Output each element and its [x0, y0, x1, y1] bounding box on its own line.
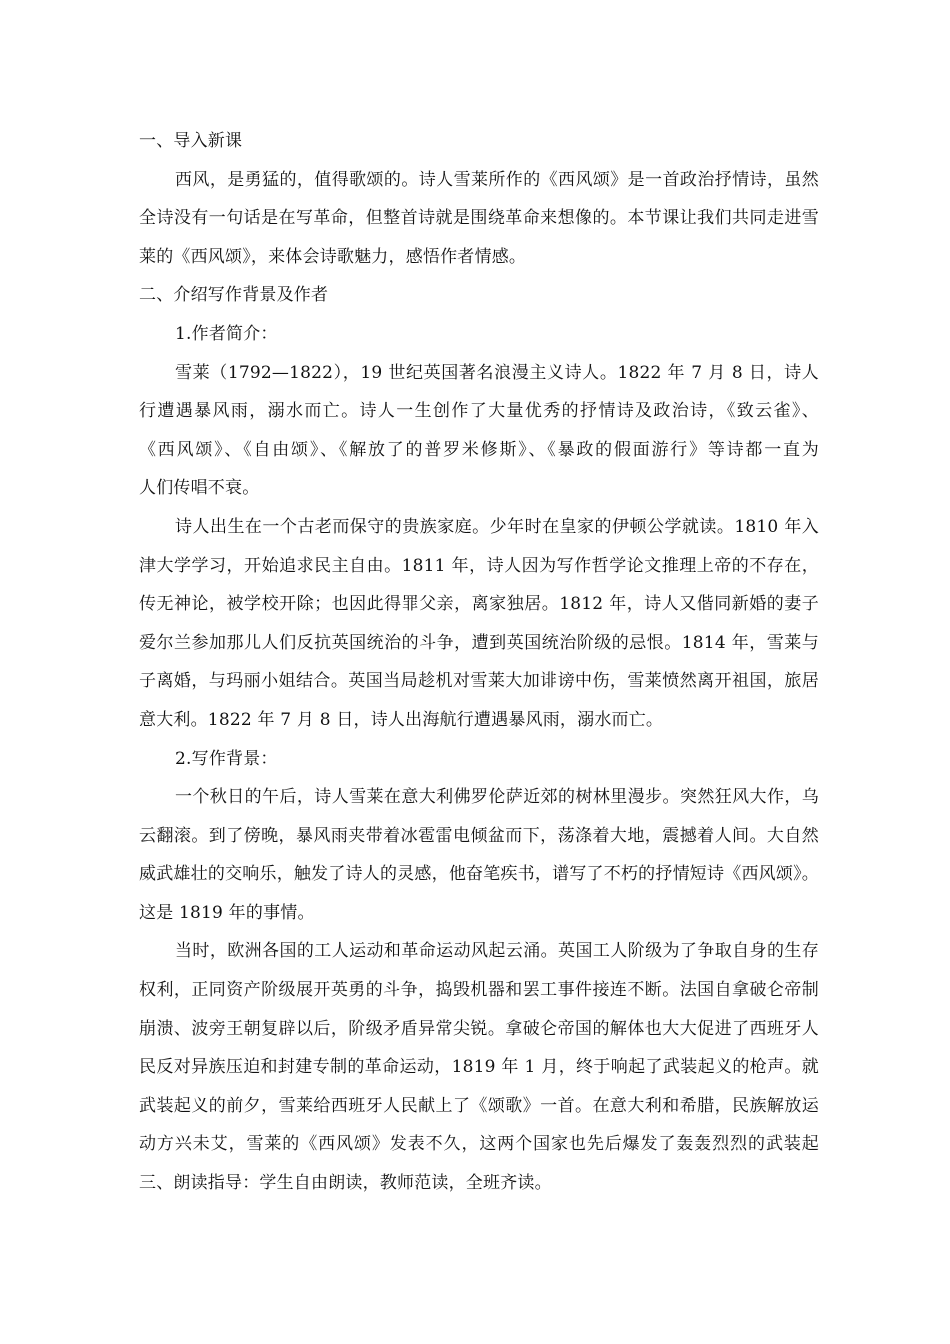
text-line: 传无神论，被学校开除；也因此得罪父亲，离家独居。1812 年，诗人又偕同新婚的妻子 [139, 594, 819, 615]
section-heading-reading: 三、朗读指导：学生自由朗读，教师范读，全班齐读。 [139, 1173, 552, 1194]
intro-paragraph [139, 161, 819, 277]
text-line: 莱的《西风颂》，来体会诗歌魅力，感悟作者情感。 [139, 246, 527, 267]
text-line: 云翻滚。到了傍晚，暴风雨夹带着冰雹雷电倾盆而下，荡涤着大地，震撼着人间。大自然 [139, 825, 819, 846]
document-page [139, 122, 819, 1203]
subheading-writing-background: 2.写作背景： [175, 748, 278, 769]
text-line: 动方兴未艾，雪莱的《西风颂》发表不久，这两个国家也先后爆发了轰轰烈烈的武装起 [139, 1134, 819, 1155]
text-line: 民反对异族压迫和封建专制的革命运动，1819 年 1 月，终于响起了武装起义的枪声。就 [139, 1057, 819, 1078]
text-line: 崩溃、波旁王朝复辟以后，阶级矛盾异常尖锐。拿破仑帝国的解体也大大促进了西班牙人 [139, 1018, 819, 1039]
text-line: 意大利。1822 年 7 月 8 日，诗人出海航行遭遇暴风雨，溺水而亡。 [139, 709, 664, 730]
text-line: 津大学学习，开始追求民主自由。1811 年，诗人因为写作哲学论文推理上帝的不存在， [139, 555, 819, 576]
text-line: 子离婚，与玛丽小姐结合。英国当局趁机对雪莱大加诽谤中伤，雪莱愤然离开祖国，旅居 [139, 671, 819, 692]
text-line: 诗人出生在一个古老而保守的贵族家庭。少年时在皇家的伊顿公学就读。1810 年入 [175, 516, 819, 537]
text-line: 爱尔兰参加那儿人们反抗英国统治的斗争，遭到英国统治阶级的忌恨。1814 年，雪莱与 [139, 632, 819, 653]
author-paragraph-1 [139, 354, 819, 508]
text-line: 这是 1819 年的事情。 [139, 902, 315, 923]
text-line: 权利，正同资产阶级展开英勇的斗争，捣毁机器和罢工事件接连不断。法国自拿破仑帝制 [139, 980, 819, 1001]
text-line: 全诗没有一句话是在写革命，但整首诗就是围绕革命来想像的。本节课让我们共同走进雪 [139, 208, 819, 229]
text-line: 武装起义的前夕，雪莱给西班牙人民献上了《颂歌》一首。在意大利和希腊，民族解放运 [139, 1095, 819, 1116]
text-line: 人们传唱不衰。 [139, 478, 260, 499]
text-line: 雪莱（1792—1822），19 世纪英国著名浪漫主义诗人。1822 年 7 月 8 日，诗人 [175, 362, 819, 383]
text-line: 西风，是勇猛的，值得歌颂的。诗人雪莱所作的《西风颂》是一首政治抒情诗，虽然 [175, 169, 819, 190]
section-heading-intro: 一、导入新课 [139, 131, 243, 151]
text-line: 当时，欧洲各国的工人运动和革命运动风起云涌。英国工人阶级为了争取自身的生存 [175, 941, 819, 962]
text-line: 威武雄壮的交响乐，触发了诗人的灵感，他奋笔疾书，谱写了不朽的抒情短诗《西风颂》。 [139, 864, 819, 885]
section-heading-background: 二、介绍写作背景及作者 [139, 285, 329, 306]
text-line: 《西风颂》、《自由颂》、《解放了的普罗米修斯》、《暴政的假面游行》等诗都一直为 [139, 439, 819, 460]
subheading-author: 1.作者简介： [175, 323, 278, 344]
text-line: 一个秋日的午后，诗人雪莱在意大利佛罗伦萨近郊的树林里漫步。突然狂风大作，乌 [175, 787, 819, 808]
background-paragraph-1 [139, 778, 819, 932]
background-paragraph-2 [139, 932, 819, 1164]
text-line: 行遭遇暴风雨，溺水而亡。诗人一生创作了大量优秀的抒情诗及政治诗，《致云雀》、 [139, 401, 819, 422]
author-paragraph-2 [139, 508, 819, 740]
